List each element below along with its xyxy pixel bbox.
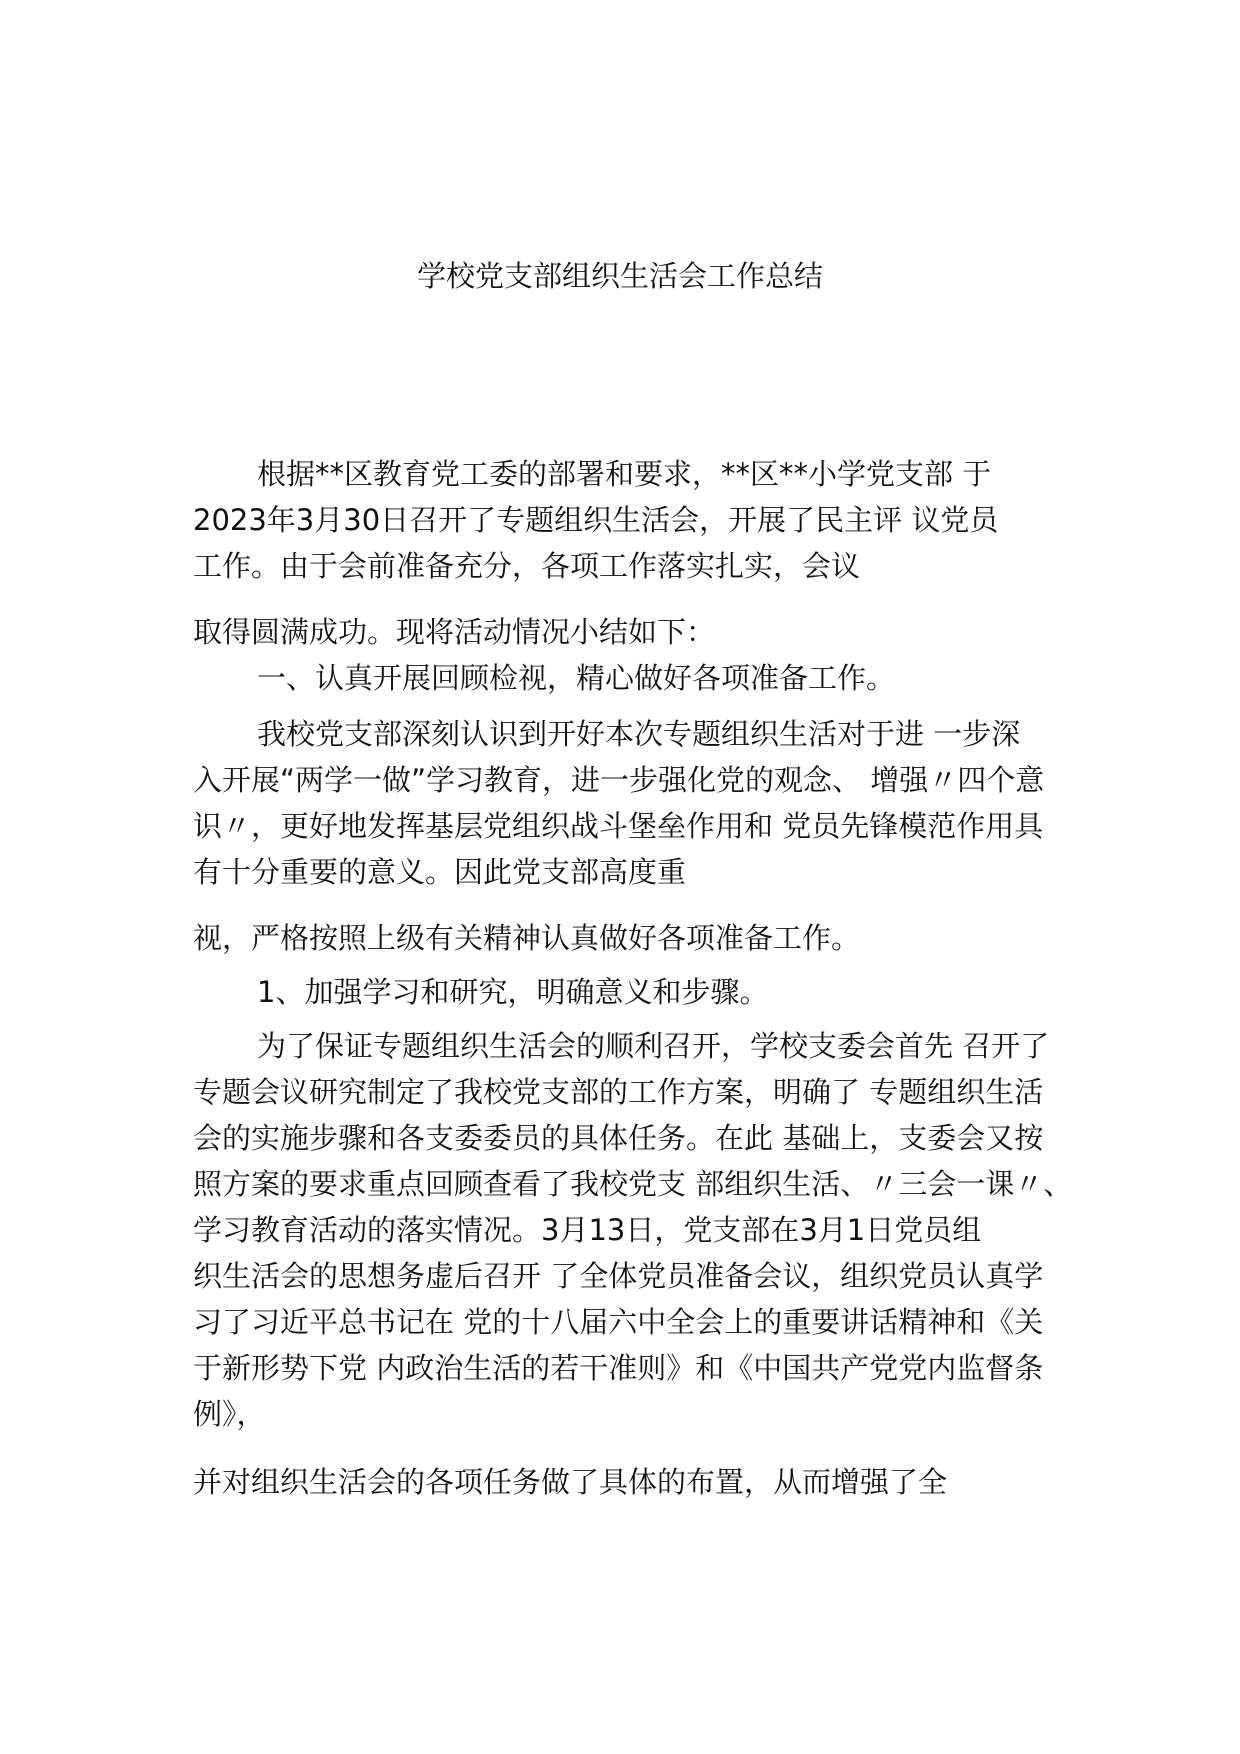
paragraph-line-3: 工作。由于会前准备充分，各项工作落实扎实，会议 [193, 549, 861, 583]
subsection-heading-1: 1、加强学习和研究，明确意义和步骤。 [257, 975, 769, 1009]
paragraph-line-2: 2023年3月30日召开了专题组织生活会，开展了民主评 议党员 [193, 503, 999, 537]
paragraph-line-13: 照方案的要求重点回顾查看了我校党支 部组织生活、〃三会一课〃、 [193, 1167, 1073, 1201]
document-title: 学校党支部组织生活会工作总结 [416, 259, 823, 293]
paragraph-line-15: 织生活会的思想务虚后召开 了全体党员准备会议，组织党员认真学 [193, 1259, 1044, 1293]
paragraph-line-16: 习了习近平总书记在 党的十八届六中全会上的重要讲话精神和《关 [193, 1305, 1044, 1339]
paragraph-line-12: 会的实施步骤和各支委委员的具体任务。在此 基础上，支委会又按 [193, 1121, 1044, 1155]
paragraph-line-1: 根据**区教育党工委的部署和要求，**区**小学党支部 于 [257, 457, 992, 491]
paragraph-line-4: 取得圆满成功。现将活动情况小结如下： [193, 615, 716, 649]
paragraph-line-5: 我校党支部深刻认识到开好本次专题组织生活对于进 一步深 [257, 717, 1021, 751]
paragraph-line-14: 学习教育活动的落实情况。3月13日，党支部在3月1日党员组 [193, 1213, 982, 1247]
paragraph-line-7: 识〃，更好地发挥基层党组织战斗堡垒作用和 党员先锋模范作用具 [193, 809, 1044, 843]
paragraph-line-18: 例》， [193, 1397, 266, 1431]
paragraph-line-11: 专题会议研究制定了我校党支部的工作方案，明确了 专题组织生活 [193, 1075, 1044, 1109]
paragraph-line-17: 于新形势下党 内政治生活的若干准则》和《中国共产党党内监督条 [193, 1351, 1044, 1385]
paragraph-line-8: 有十分重要的意义。因此党支部高度重 [193, 855, 687, 889]
paragraph-line-6: 入开展“两学一做”学习教育，进一步强化党的观念、 增强〃四个意 [193, 763, 1045, 797]
paragraph-line-10: 为了保证专题组织生活会的顺利召开，学校支委会首先 召开了 [257, 1029, 1050, 1063]
paragraph-line-19: 并对组织生活会的各项任务做了具体的布置，从而增强了全 [193, 1465, 948, 1499]
section-heading-1: 一、认真开展回顾检视，精心做好各项准备工作。 [257, 661, 896, 695]
paragraph-line-9: 视，严格按照上级有关精神认真做好各项准备工作。 [193, 921, 861, 955]
